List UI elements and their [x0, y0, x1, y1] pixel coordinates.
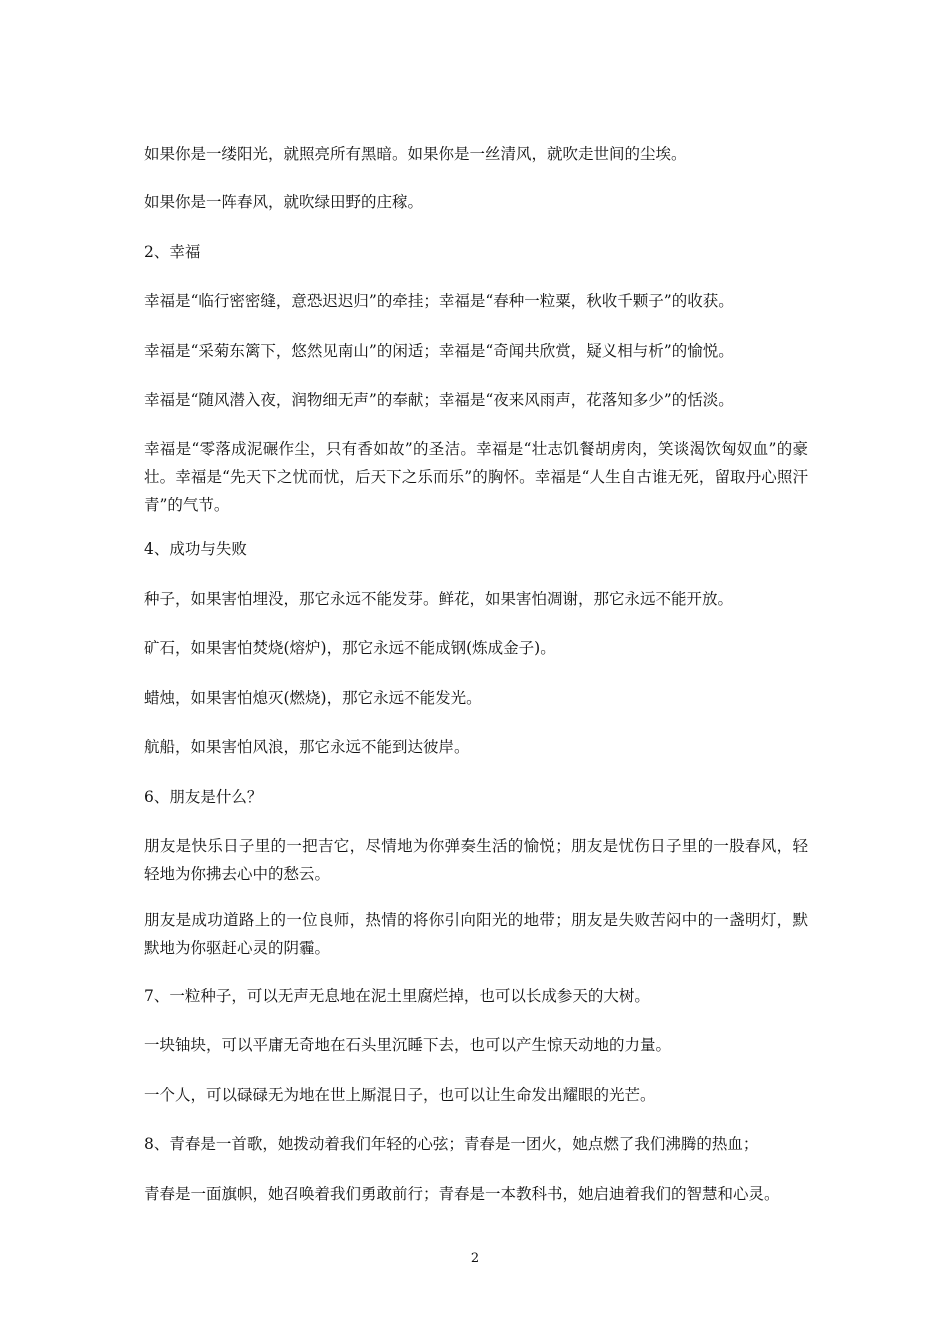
heading-success-failure: 4、成功与失败	[144, 540, 247, 558]
paragraph-ore: 矿石，如果害怕焚烧(熔炉)，那它永远不能成钢(炼成金子)。	[144, 639, 556, 657]
paragraph-spring-wind: 如果你是一阵春风，就吹绿田野的庄稼。	[144, 193, 424, 211]
paragraph-seed: 7、一粒种子，可以无声无息地在泥土里腐烂掉，也可以长成参天的大树。	[144, 987, 650, 1005]
paragraph-ship: 航船，如果害怕风浪，那它永远不能到达彼岸。	[144, 738, 470, 756]
paragraph-person: 一个人，可以碌碌无为地在世上厮混日子，也可以让生命发出耀眼的光芒。	[144, 1086, 656, 1104]
paragraph-friend-1: 朋友是快乐日子里的一把吉它，尽情地为你弹奏生活的愉悦；朋友是忧伤日子里的一股春风，轻轻地为你拂去心中的愁云。	[144, 837, 808, 883]
paragraph-happiness-3: 幸福是“随风潜入夜，润物细无声”的奉献；幸福是“夜来风雨声，花落知多少”的恬淡。	[144, 391, 734, 409]
paragraph-candle: 蜡烛，如果害怕熄灭(燃烧)，那它永远不能发光。	[144, 689, 482, 707]
paragraph-happiness-2: 幸福是“采菊东篱下，悠然见南山”的闲适；幸福是“奇闻共欣赏，疑义相与析”的愉悦。	[144, 342, 734, 360]
paragraph-youth-2: 青春是一面旗帜，她召唤着我们勇敢前行；青春是一本教科书，她启迪着我们的智慧和心灵。	[144, 1185, 780, 1203]
paragraph-uranium: 一块铀块，可以平庸无奇地在石头里沉睡下去，也可以产生惊天动地的力量。	[144, 1036, 672, 1054]
paragraph-sunlight: 如果你是一缕阳光，就照亮所有黑暗。如果你是一丝清风，就吹走世间的尘埃。	[144, 145, 687, 163]
heading-friend: 6、朋友是什么？	[144, 788, 263, 806]
paragraph-friend-2: 朋友是成功道路上的一位良师，热情的将你引向阳光的地带；朋友是失败苦闷中的一盏明灯，默默地为你驱赶心灵的阴霾。	[144, 911, 808, 957]
paragraph-youth-1: 8、青春是一首歌，她拨动着我们年轻的心弦；青春是一团火，她点燃了我们沸腾的热血；	[144, 1135, 759, 1153]
page-number: 2	[470, 1251, 480, 1266]
heading-happiness: 2、幸福	[144, 243, 201, 261]
paragraph-seed-flower: 种子，如果害怕埋没，那它永远不能发芽。鲜花，如果害怕凋谢，那它永远不能开放。	[144, 590, 734, 608]
paragraph-happiness-4: 幸福是“零落成泥碾作尘，只有香如故”的圣洁。幸福是“壮志饥餐胡虏肉，笑谈渴饮匈奴血”的豪壮。幸福是“先天下之忧而忧，后天下之乐而乐”的胸怀。幸福是“人生自古谁无死，留取丹心照汗青”的气节。	[144, 440, 808, 514]
paragraph-happiness-1: 幸福是“临行密密缝，意恐迟迟归”的牵挂；幸福是“春种一粒粟，秋收千颗子”的收获。	[144, 292, 734, 310]
